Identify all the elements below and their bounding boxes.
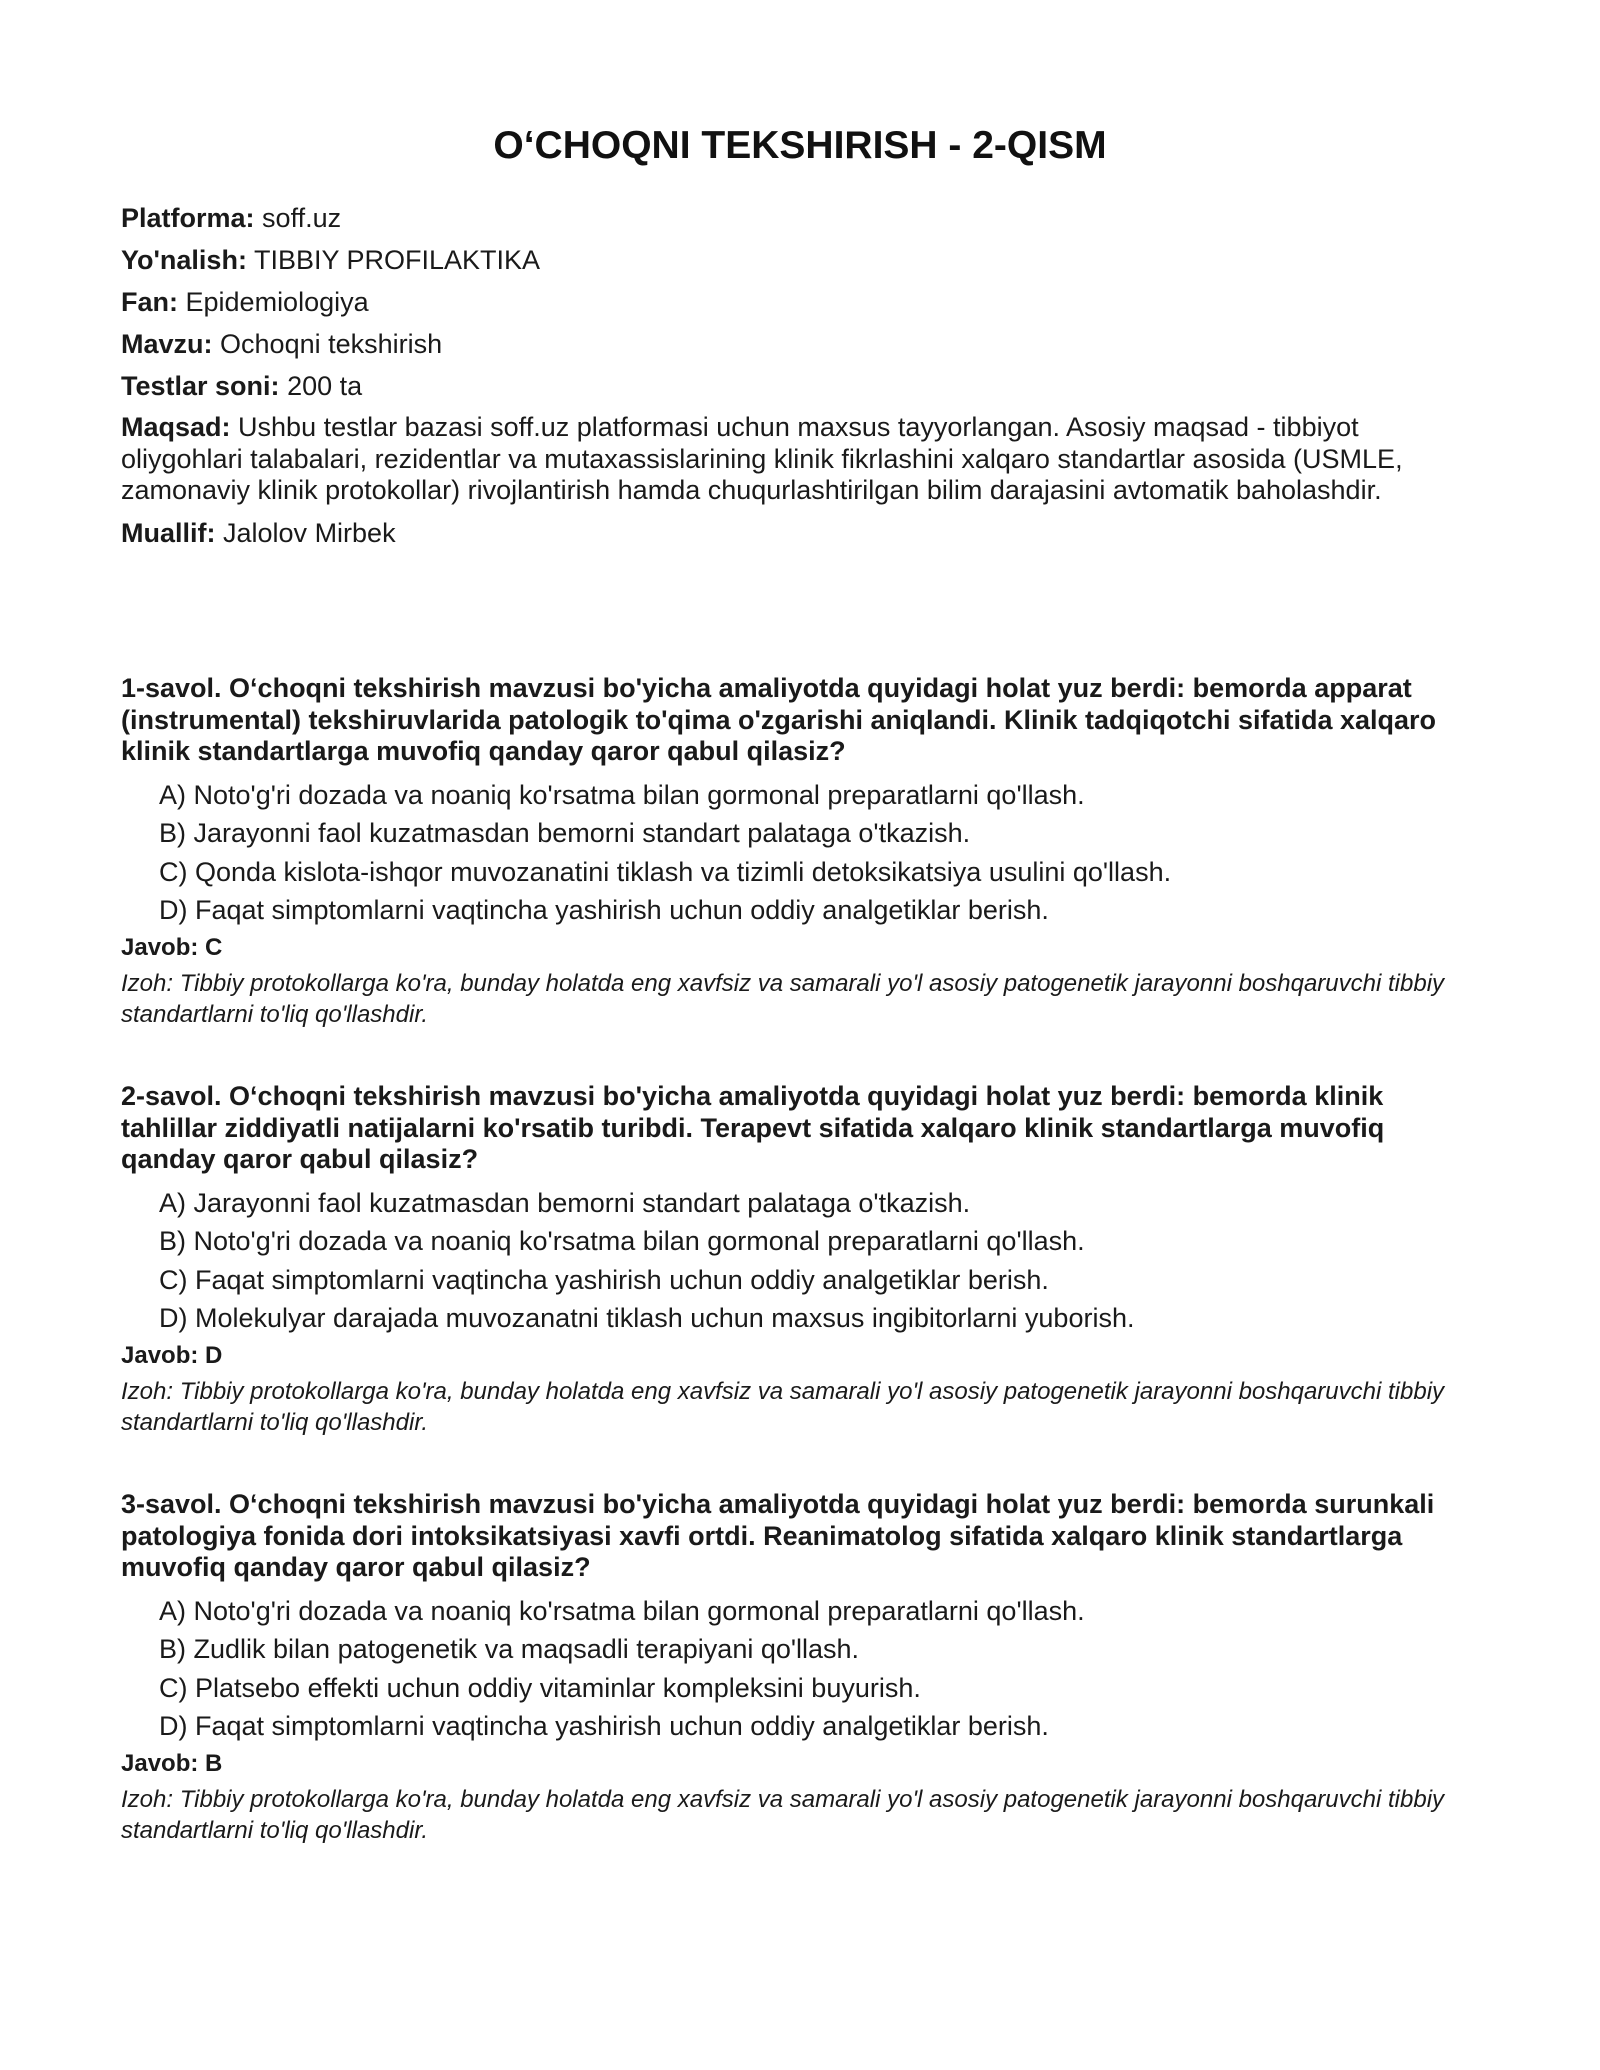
- option-list: [121, 1595, 1486, 1743]
- option-b: B) Noto'g'ri dozada va noaniq ko'rsatma bilan gormonal preparatlarni qo'llash.: [159, 1226, 1085, 1256]
- meta-label: Fan:: [121, 287, 178, 317]
- option-c: C) Qonda kislota-ishqor muvozanatini tiklash va tizimli detoksikatsiya usulini qo'llash.: [159, 856, 1172, 887]
- question-block-2: [121, 1081, 1486, 1438]
- option-a: A) Jarayonni faol kuzatmasdan bemorni standart palataga o'tkazish.: [159, 1187, 971, 1218]
- meta-mavzu: [121, 328, 1481, 360]
- question-block-1: [121, 673, 1486, 1030]
- question-text: 1-savol. O‘choqni tekshirish mavzusi bo'yicha amaliyotda quyidagi holat yuz berdi: bemorda apparat (instrumental) tekshiruvlarida patologik to'qima o'zgarishi aniqlandi. Klinik tadqiqotchi sifatida xalqaro klinik standartlarga muvofiq qanday qaror qabul qilasiz?: [121, 673, 1437, 766]
- document-meta: [121, 202, 1481, 559]
- meta-label: Mavzu:: [121, 329, 213, 359]
- meta-label: Testlar soni:: [121, 371, 280, 401]
- meta-maqsad: [121, 412, 1481, 507]
- meta-label: Platforma:: [121, 203, 255, 233]
- meta-yonalish: [121, 244, 1481, 276]
- option-b: B) Zudlik bilan patogenetik va maqsadli terapiyani qo'llash.: [159, 1634, 860, 1664]
- option-c: C) Faqat simptomlarni vaqtincha yashirish uchun oddiy analgetiklar berish.: [159, 1264, 1049, 1295]
- meta-value: Ushbu testlar bazasi soff.uz platformasi uchun maxsus tayyorlangan. Asosiy maqsad - tibbiyot oliygohlari talabalari, rezidentlar va mutaxassislarining klinik fikrlashini xalqaro standartlar asosida (USMLE, zamonaviy klinik protokollar) rivojlantirish hamda chuqurlashtirilgan bilim darajasini avtomatik baholashdir.: [121, 412, 1403, 505]
- option-list: [121, 1187, 1486, 1335]
- option-d: D) Faqat simptomlarni vaqtincha yashirish uchun oddiy analgetiklar berish.: [159, 1711, 1049, 1741]
- question-text: 3-savol. O‘choqni tekshirish mavzusi bo'yicha amaliyotda quyidagi holat yuz berdi: bemorda surunkali patologiya fonida dori intoksikatsiyasi xavfi ortdi. Reanimatolog sifatida xalqaro klinik standartlarga muvofiq qanday qaror qabul qilasiz?: [121, 1489, 1435, 1582]
- option-d: D) Molekulyar darajada muvozanatni tiklash uchun maxsus ingibitorlarni yuborish.: [159, 1303, 1135, 1333]
- question-block-3: [121, 1489, 1486, 1846]
- answer: Javob: B: [121, 1750, 223, 1777]
- page-title: O‘CHOQNI TEKSHIRISH - 2-QISM: [493, 124, 1107, 167]
- option-d: D) Faqat simptomlarni vaqtincha yashirish uchun oddiy analgetiklar berish.: [159, 895, 1049, 925]
- meta-value: soff.uz: [262, 203, 342, 233]
- option-c: C) Platsebo effekti uchun oddiy vitaminlar kompleksini buyurish.: [159, 1672, 921, 1703]
- answer: Javob: D: [121, 1342, 223, 1369]
- meta-value: TIBBIY PROFILAKTIKA: [253, 245, 541, 275]
- meta-label: Maqsad:: [121, 412, 231, 442]
- question-text: 2-savol. O‘choqni tekshirish mavzusi bo'yicha amaliyotda quyidagi holat yuz berdi: bemorda klinik tahlillar ziddiyatli natijalarni ko'rsatib turibdi. Terapevt sifatida xalqaro klinik standartlarga muvofiq qanday qaror qabul qilasiz?: [121, 1081, 1385, 1174]
- option-list: [121, 779, 1486, 927]
- meta-value: Ochoqni tekshirish: [220, 329, 443, 359]
- meta-label: Yo'nalish:: [121, 245, 247, 275]
- explanation: Izoh: Tibbiy protokollarga ko'ra, bunday holatda eng xavfsiz va samarali yo'l asosiy patogenetik jarayonni boshqaruvchi tibbiy standartlarni to'liq qo'llashdir.: [121, 1786, 1445, 1844]
- meta-testlar: [121, 370, 1481, 402]
- option-a: A) Noto'g'ri dozada va noaniq ko'rsatma bilan gormonal preparatlarni qo'llash.: [159, 1595, 1085, 1626]
- meta-muallif: [121, 517, 1481, 549]
- answer: Javob: C: [121, 934, 223, 961]
- meta-value: Epidemiologiya: [185, 287, 369, 317]
- meta-fan: [121, 286, 1481, 318]
- meta-value: Jalolov Mirbek: [223, 517, 396, 548]
- explanation: Izoh: Tibbiy protokollarga ko'ra, bunday holatda eng xavfsiz va samarali yo'l asosiy patogenetik jarayonni boshqaruvchi tibbiy standartlarni to'liq qo'llashdir.: [121, 1378, 1445, 1436]
- meta-platforma: [121, 202, 1481, 234]
- explanation: Izoh: Tibbiy protokollarga ko'ra, bunday holatda eng xavfsiz va samarali yo'l asosiy patogenetik jarayonni boshqaruvchi tibbiy standartlarni to'liq qo'llashdir.: [121, 970, 1445, 1028]
- option-b: B) Jarayonni faol kuzatmasdan bemorni standart palataga o'tkazish.: [159, 818, 971, 848]
- meta-label: Muallif:: [121, 517, 216, 548]
- option-a: A) Noto'g'ri dozada va noaniq ko'rsatma bilan gormonal preparatlarni qo'llash.: [159, 779, 1085, 810]
- meta-value: 200 ta: [287, 371, 363, 401]
